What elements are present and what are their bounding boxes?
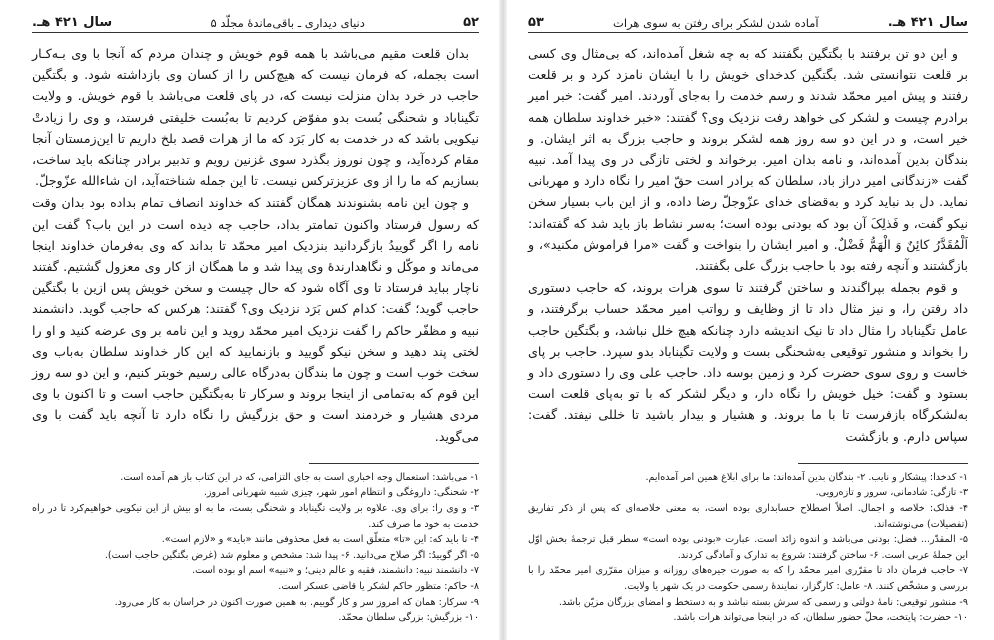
footnote: ۲- شحنگی: داروغگی و انتظام امور شهر، چیزی شبیه شهربانی امروز. xyxy=(203,487,479,499)
page-number: ۵۲ xyxy=(463,15,479,30)
footnote: ۷- حاجب فرمان داد تا مقرّری امیر محمّد را که به صورت جیره‌های روزانه و میزان مقرّری امیر محمّد را با بررسی و مشخّص کنند. ۸- عامل: کارگزار، نمایندهٔ رسمی حکومت در یک شهر یا ولایت. xyxy=(528,565,968,593)
footnotes xyxy=(528,470,968,626)
page-header xyxy=(32,10,479,33)
footnote: ۱- کدخدا: پیشکار و نایب. ۲- بندگان بدین آمده‌اند: ما برای ابلاغ همین امر آمده‌ایم. xyxy=(645,471,968,483)
header-year: سال ۴۲۱ هـ. xyxy=(887,15,968,30)
footnote: ۴- فذلک: خلاصه و اجمال. اصلاً اصطلاح حسابداری بوده است، به معنی خلاصه‌ای که پس از ذکر تفاریق (تفصیلات) می‌نوشته‌اند. xyxy=(528,503,968,530)
header-year: سال ۴۲۱ هـ. xyxy=(32,15,113,30)
footnote: ۵- المقدّر... فضل: بودنی می‌باشد و اندوه زائد است. عبارت «بودنی بوده است» سطر قبل ترجمهٔ بخش اوّل این جملهٔ عربی است. ۶- ساختن گرفتند: شروع به تدارک و آمادگی کردند. xyxy=(528,534,968,561)
paragraph: و چون این نامه بشنوندند همگان گفتند که خداوند انصاف تمام بداده بود بدان وقت که رسول فرستاد واکنون تمامتر بداد، حاجب چه دیده است در این باب؟ گفت این نامه را اگر گوییدُ بازگردانید بنزدیک امیر محمّد تا بداند که وی به‌فرمان خداوند اینجا می‌ماند و موکّل و نگاهدارندهٔ وی پیدا شد و ما همگان از کار وی معزول گشتیم. گفتند ناچار بباید فرستاد تا وی آگاه شود که حال چیست و سخن خویش پس ازین با بگتگین حاجب گوید؛ گفت: کدام کس بَرَد نزدیک وی؟ گفتند: هرکس که حاجب گوید. دانشمند نبیه و مظفّر حاکم را گفت نزدیک امیر محمّد روید و این نامه بر وی عرضه کنید و او را لختی پند دهید و سخن نیکو گویید و بازنمایید که این کار خداوند سلطان به‌باب وی سخت خوب است و چون ما بندگان به‌درگاه عالی رسیم خوبتر کنیم، و این دو سه روز این قوم که به‌تمامی از اینجا بروند و سرکار تا به‌بگتگین حاجب است و تا اکنون با وی مردی هشیار و خردمند است و حق بزرگیش را نگاه دارد تا آنچه باید گفت با وی می‌گوید. xyxy=(32,195,479,444)
footnote-divider xyxy=(798,463,968,464)
footnote: ۹- سرکار: همان که امروز سر و کار گوییم. به همین صورت اکنون در خراسان به کار می‌رود. xyxy=(114,596,479,608)
page-number: ۵۳ xyxy=(528,15,544,30)
paragraph: بدان قلعت مقیم می‌باشد با همه قوم خویش و چندان مردم که آنجا با وی بـه‌کـار است بجمله، که فرمان نیست که هیچ‌کس را از کسان وی بازداشته شود. و بگتگین حاجب در خرد بدان منزلت نیست که، در پای قلعت می‌باشد با قوم خویش. و ولایت تگیناباد و شحنگی بُست بدو مفوّض کردیم تا به‌بُست خلیفتی فرستد، و وی را زیادتْ نیکویی باشد که در خدمت به کار بَرَد که ما از هرات قصد بلخ داریم تا این‌زمستان آنجا مقام کرده‌آید، و چون نوروز بگذرد سوی غزنین رویم و تدبیر برادر چنانکه باید ساخت، بسازیم که ما را از وی عزیزترکس نیست. تا این جمله شناخته‌آید، ان شاءالله عزّوجلّ. xyxy=(32,46,479,189)
page-body xyxy=(32,43,479,447)
footnote: ۳- تازگی: شادمانی، سرور و تازه‌رویی. xyxy=(815,487,968,499)
paragraph: و قوم بجمله بپراگندند و ساختن گرفتند تا سوی هرات بروند، که حاجب دستوری داد رفتن را، و نیز مثال داد تا از وظایف و رواتب امیر محمّد حساب برگرفتند، و عامل تگیناباد را مثال داد تا نیک اندیشه دارد چنانکه هیچ خلل نباشد، و بگتگین حاجب را بخواند و منشور توقیعی به‌شحنگی بست و ولایت تگیناباد بدو سپرد. حاجب بر پای خاست و روی سوی حضرت کرد و زمین بوسه داد. حاجب علی وی را دستوری داد و بستود و گفت: خیل خویش را نگاه دار، و دیگر لشکر که با تو به‌پای قلعت است به‌لشکرگاه بازفرست تا با ما بروند. و هشیار و بیدار باشید تا خللی نیفتد. گفت: سپاس دارم. و بازگشت xyxy=(528,280,968,444)
running-title: دنیای دیداری ـ باقی‌ماندهٔ مجلّد ۵ xyxy=(210,16,365,30)
left-page xyxy=(32,10,479,635)
footnote: ۱۰- حضرت: پایتخت، محلّ حضور سلطان، که در اینجا می‌تواند هرات باشد. xyxy=(673,612,968,624)
book-gutter xyxy=(499,0,507,640)
footnote: ۴- تا باید که: این «تا» متعلّق است به فعل محذوفی مانند «باید» و «لازم است». xyxy=(161,534,479,546)
page-header xyxy=(528,10,968,33)
footnote: ۱۰- بزرگیش: بزرگی سلطان محمّد. xyxy=(338,612,479,624)
running-title: آماده شدن لشکر برای رفتن به سوی هرات xyxy=(613,16,819,30)
footnote: ۵- اگر گوییدُ: اگر صلاح می‌دانید. ۶- پیدا شد: مشخص و معلوم شد (غرض بگتگین حاجب است). xyxy=(104,549,479,561)
footnote: ۷- دانشمند نبیه: دانشمند، فقیه و عالم دینی؛ و «نبیه» اسم او بوده است. xyxy=(192,565,479,577)
footnote: ۹- منشور توقیعی: نامهٔ دولتی و رسمی که سرش بسته نباشد و به دستخط و امضای بزرگان مزیّن باشد. xyxy=(558,596,968,608)
footnote: ۱- می‌باشد: استعمال وجه اخباری است به جای التزامی، که در این کتاب باز هم آمده است. xyxy=(120,471,479,483)
footnote: ۸- حاکم: متظور حاکم لشکر یا قاضی عسکر است. xyxy=(278,581,479,593)
paragraph: و این دو تن برفتند با بگتگین بگفتند که به چه شغل آمده‌اند، که بی‌مثال وی کسی بر قلعت نتوانستی شد. بگتگین کدخدای خویش را با ایشان نامزد کرد و بر قلعت رفتند و پیش امیر محمّد شدند و رسم خدمت را به‌جای آوردند. امیر گفت: خبر امیر برادرم چیست و لشکر کی خواهد رفت نزدیک وی؟ گفتند: «خبر خداوند سلطان همه خیر است، و در این دو سه روز همه لشکر بروند و حاجب بزرگ به اثر ایشان. و بندگان بدین آمده‌اند، و نامه بدان امیر. برخواند و لختی تازگی در وی پیدا آمد. نبیه گفت «زندگانی امیر دراز باد، سلطان که برادر است حقّ امیر را نگاه دارد و مهربانی نماید. دل بد نباید کرد و به‌قضای خدای عزّوجلّ رضا داده، و از این باب بسیار سخن نیکو گفت، و فَذلِکَ آن بود که بودنی بوده است؛ به‌سر نشاط باز باید شد که گفته‌اند: اَلْمُقَدَّرُ کائِنٌ وَ الْهَمُّ فَضْلٌ. و امیر ایشان را بنواخت و گفت «مرا فراموش مکنید»، و بازگشتند و آنچه رفته بود با حاجب بزرگ علی بگفتند. xyxy=(528,46,968,274)
footnote-divider xyxy=(309,463,479,464)
footnote: ۳- و وی را: برای وی. علاوه بر ولایت تگیناباد و شحنگی بست، ما به او بیش از این نیکویی خواهیم‌کرد تا در راه خدمت به خود ما صرف کند. xyxy=(32,503,479,530)
right-page xyxy=(528,10,968,635)
page-body xyxy=(528,43,968,447)
footnotes xyxy=(32,470,479,626)
